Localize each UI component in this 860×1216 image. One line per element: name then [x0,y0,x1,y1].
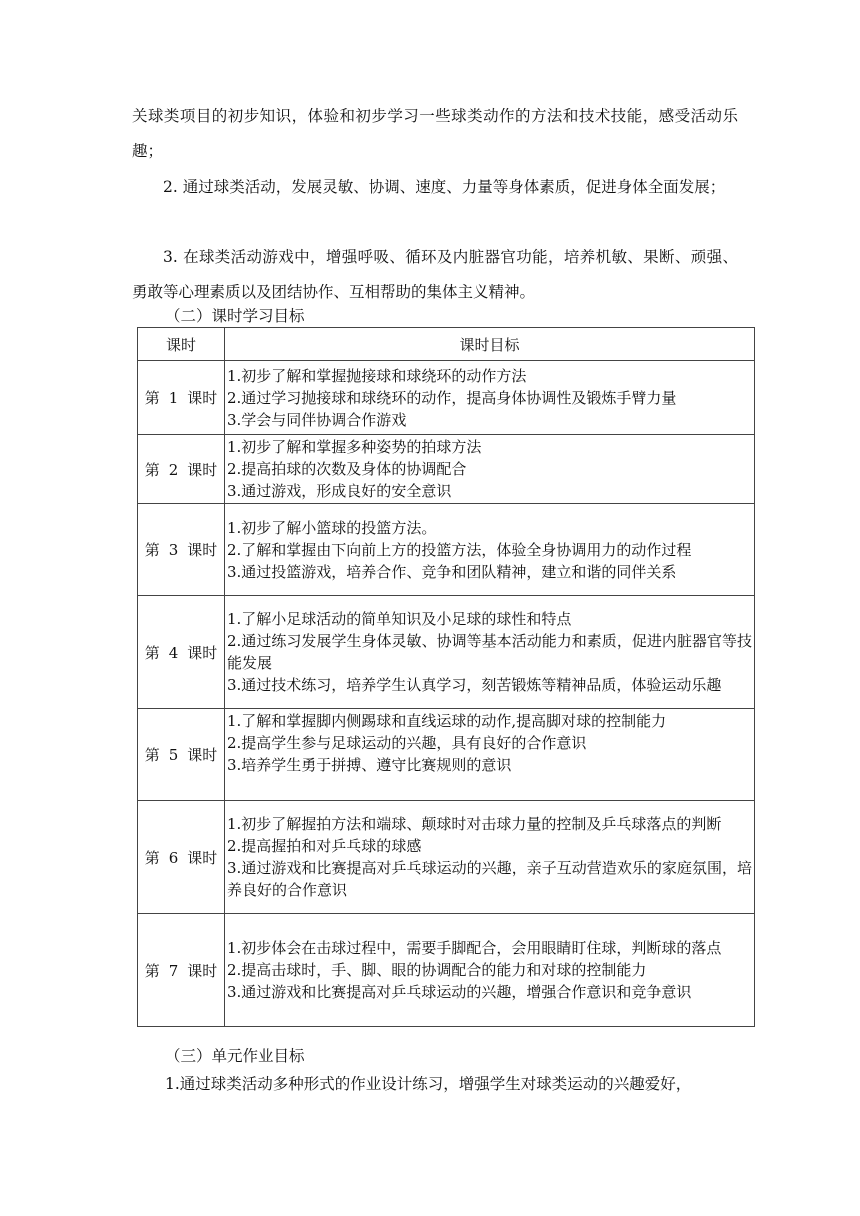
table-row [138,709,755,801]
goal-line: 2.提高学生参与足球运动的兴趣，具有良好的合作意识 [227,734,587,752]
lesson-suffix: 课时 [187,460,218,479]
lesson-goals [225,914,755,1027]
goal-line: 3.通过游戏和比赛提高对乒乓球运动的兴趣，亲子互动营造欢乐的家庭氛围，培养良好的合作意识 [227,859,752,899]
lesson-prefix: 第 [144,460,160,479]
lesson-prefix: 第 [144,389,160,407]
lesson-prefix: 第 [144,848,160,867]
lesson-goals [225,709,755,801]
table-header-row [138,328,755,361]
lesson-suffix: 课时 [187,541,218,559]
lesson-goals-table [137,327,755,1027]
header-lesson: 课时 [138,328,225,361]
lesson-goals [225,504,755,596]
lesson-suffix: 课时 [187,746,218,764]
goal-line: 1.了解小足球活动的简单知识及小足球的球性和特点 [227,610,572,628]
lesson-prefix: 第 [144,541,160,559]
goal-line: 2.提高击球时，手、脚、眼的协调配合的能力和对球的控制能力 [227,961,647,979]
lesson-goals [225,435,755,504]
goal-line: 1.初步了解小篮球的投篮方法。 [227,518,437,537]
unit-goal-2-paragraph: 2. 通过球类活动，发展灵敏、协调、速度、力量等身体素质，促进身体全面发展； [163,178,726,196]
lesson-label [138,596,225,709]
goal-line: 2.了解和掌握由下向前上方的投篮方法，体验全身协调用力的动作过程 [227,540,692,559]
table-row [138,801,755,914]
lesson-label [138,504,225,596]
goal-line: 2.通过学习抛接球和球绕环的动作，提高身体协调性及锻炼手臂力量 [227,388,677,407]
goal-line: 1.初步了解握拍方法和端球、颠球时对击球力量的控制及乒乓球落点的判断 [227,815,722,833]
lesson-label [138,361,225,435]
table-row [138,914,755,1027]
unit-goal-3-paragraph: 3. 在球类活动游戏中，增强呼吸、循环及内脏器官功能，培养机敏、果断、顽强、勇敢等心理素质以及团结协作、互相帮助的集体主义精神。 [132,248,738,301]
intro-continuation-paragraph: 关球类项目的初步知识，体验和初步学习一些球类动作的方法和技术技能，感受活动乐趣； [132,107,738,160]
lesson-number: 7 [168,961,179,980]
table-row [138,435,755,504]
lesson-number: 1 [168,389,179,407]
table-row [138,361,755,435]
goal-line: 1.初步体会在击球过程中，需要手脚配合，会用眼睛盯住球，判断球的落点 [227,939,722,957]
goal-line: 3.通过游戏和比赛提高对乒乓球运动的兴趣，增强合作意识和竞争意识 [227,983,692,1001]
lesson-goals-heading: （二）课时学习目标 [165,307,305,325]
lesson-suffix: 课时 [187,848,218,867]
lesson-number: 2 [168,460,179,479]
lesson-number: 3 [168,541,179,559]
table-row [138,504,755,596]
lesson-suffix: 课时 [187,643,218,662]
lesson-prefix: 第 [144,961,160,980]
lesson-suffix: 课时 [187,961,218,980]
lesson-label [138,801,225,914]
lesson-number: 6 [168,848,179,867]
homework-goals-heading: （三）单元作业目标 [165,1047,305,1065]
goal-line: 3.学会与同伴协调合作游戏 [227,410,407,429]
lesson-number: 5 [168,746,179,764]
lesson-label [138,914,225,1027]
goal-line: 3.通过游戏，形成良好的安全意识 [227,482,452,500]
lesson-number: 4 [168,643,179,662]
lesson-label [138,709,225,801]
goal-line: 3.培养学生勇于拼搏、遵守比赛规则的意识 [227,756,512,774]
homework-goal-1-paragraph: 1.通过球类活动多种形式的作业设计练习，增强学生对球类运动的兴趣爱好， [165,1075,692,1093]
lesson-suffix: 课时 [187,389,218,407]
goal-line: 2.通过练习发展学生身体灵敏、协调等基本活动能力和素质，促进内脏器官等技能发展 [227,632,752,672]
header-goal: 课时目标 [225,328,755,361]
goal-line: 1.初步了解和掌握多种姿势的拍球方法 [227,438,482,456]
goal-line: 2.提高拍球的次数及身体的协调配合 [227,460,467,478]
lesson-label [138,435,225,504]
goal-line: 2.提高握拍和对乒乓球的球感 [227,837,422,855]
lesson-goals [225,596,755,709]
goal-line: 1.了解和掌握脚内侧踢球和直线运球的动作,提高脚对球的控制能力 [227,712,667,730]
goal-line: 3.通过技术练习，培养学生认真学习，刻苦锻炼等精神品质，体验运动乐趣 [227,676,722,694]
goal-line: 3.通过投篮游戏，培养合作、竞争和团队精神，建立和谐的同伴关系 [227,562,677,581]
lesson-goals [225,801,755,914]
table-row [138,596,755,709]
lesson-prefix: 第 [144,746,160,764]
lesson-prefix: 第 [144,643,160,662]
lesson-goals [225,361,755,435]
goal-line: 1.初步了解和掌握抛接球和球绕环的动作方法 [227,366,527,385]
